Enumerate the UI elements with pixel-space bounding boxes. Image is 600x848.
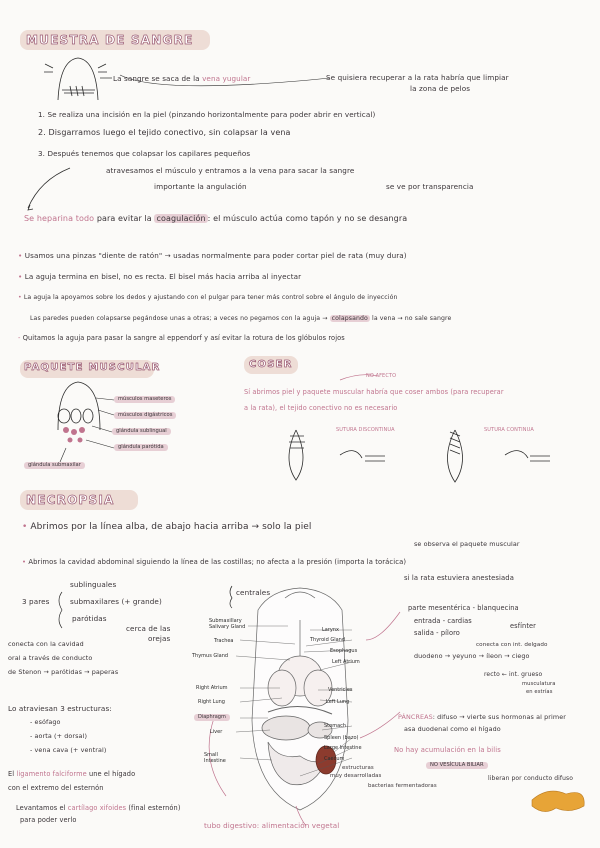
bullet-1-text: Usamos una pinzas "diente de ratón" → usadas normalmente para poder cortar piel de rata (muy dura) [24, 251, 407, 260]
lig-3: con el extremo del esternón [8, 784, 104, 792]
estructura-1: - esófago [30, 718, 61, 726]
desarrolladas: muy desarrolladas [330, 773, 382, 779]
conecta-2: oral a través de conducto [8, 654, 93, 662]
lig-1: El [8, 770, 15, 778]
lig-2: une el hígado [88, 770, 136, 778]
coagulacion: coagulación [156, 214, 206, 223]
diag-submaxillary: Submaxillary Salivary Gland [209, 618, 246, 630]
pares: 3 pares [22, 597, 50, 606]
necropsia-p1b: se observa el paquete muscular [414, 540, 520, 548]
mes-2: entrada - cardias [414, 617, 472, 625]
pancreas-sketch [532, 791, 584, 811]
necropsia-p2: • Abrimos la cavidad abdominal siguiendo la línea de las costillas; no afecta a la presión (importa la torácica) [22, 558, 407, 566]
section-title-paquete: PAQUETE MUSCULAR [24, 362, 161, 373]
bacterias: bacterias fermentadoras [368, 783, 437, 789]
centrales: centrales [236, 588, 271, 597]
heparina-line [24, 214, 407, 223]
label-parotida: glándula parótida [114, 444, 168, 451]
vesicula-note: No hay acumulación en la bilis [394, 746, 501, 754]
liberan: liberan por conducto difuso [488, 775, 574, 782]
estrias: en estrías [526, 689, 553, 695]
cartilago: cartílago xifoides [67, 804, 127, 812]
atraviesan: Lo atraviesan 3 estructuras: [8, 704, 112, 713]
sub-sublinguales: sublinguales [70, 580, 117, 589]
suture-sketch [289, 430, 550, 482]
levantamos-line [16, 804, 181, 813]
musculatura: musculatura [522, 681, 556, 687]
bullet-4: - Quitamos la aguja para pasar la sangre al eppendorf y así evitar la rotura de los glóbulos rojos [18, 334, 345, 342]
label-submaxilar: glándula submaxilar [24, 462, 85, 469]
diag-esophagus: Esophagus [330, 648, 358, 654]
cerca-de: cerca de las [126, 624, 171, 633]
diag-thyroid: Thyroid Gland [310, 637, 346, 643]
sub-submaxilares: submaxilares (+ grande) [70, 597, 162, 606]
step-3: 3. Después tenemos que colapsar los capilares pequeños [38, 149, 251, 158]
diag-larynx: Larynx [322, 627, 339, 633]
step-1: 1. Se realiza una incisión en la piel (pinzando horizontalmente para poder abrir en vertical) [38, 110, 376, 119]
necropsia-p2b: si la rata estuviera anestesiada [404, 574, 514, 582]
step-2: 2. Disgarramos luego el tejido conectivo, sin colapsar la vena [38, 128, 291, 137]
bullet-2-text: La aguja termina en bisel, no es recta. El bisel más hacia arriba al inyectar [24, 272, 302, 281]
estructura-2: - aorta (+ dorsal) [30, 732, 88, 740]
bullet-4-text: Quitamos la aguja para pasar la sangre al eppendorf y así evitar la rotura de los glóbulos rojos [22, 334, 345, 342]
mes-3: salida - píloro [414, 629, 460, 637]
bullet-3b [30, 314, 451, 323]
orejas: orejas [148, 634, 171, 643]
estructura-3: - vena cava (+ ventral) [30, 746, 107, 754]
gland-dots [63, 427, 85, 443]
levant: Levantamos el [16, 804, 66, 812]
pancreas-label: PÁNCREAS [398, 713, 433, 721]
muscle-pack-sketch [58, 382, 100, 430]
arrow-curve [28, 168, 70, 208]
label-maseteros: músculos maseteros [114, 396, 175, 403]
diag-ventricles: Ventricles [328, 687, 353, 693]
pancreas-text: : difuso → vierte sus hormonas al primer [432, 713, 566, 721]
section-title-necropsia: NECROPSIA [26, 493, 115, 507]
ligamento-line [8, 770, 135, 779]
diag-liver: Liver [210, 729, 223, 735]
colapsando: colapsando [331, 315, 368, 322]
levant-3: para poder verlo [20, 816, 77, 824]
bullet-3: • La aguja la apoyamos sobre los dedos y ajustando con el pulgar para tener más control sobre el ángulo de inyección [18, 294, 398, 301]
mes-1: parte mesentérica - blanquecina [408, 604, 519, 612]
sutura-discontinua: SUTURA DISCONTINUA [336, 427, 395, 433]
spleen-note: (bazo) [342, 735, 359, 741]
note-gasa: Se quisiera recuperar a la rata habría que limpiar [326, 73, 509, 82]
label-sublingual: glándula sublingual [112, 428, 171, 435]
sub-parotidas: parótidas [72, 614, 107, 623]
conecta-1: conecta con la cavidad [8, 640, 84, 648]
section-title-muestra: MUESTRA DE SANGRE [26, 33, 194, 47]
bullet-3b-text: Las paredes pueden colapsarse pegándose unas a otras; a veces no pegamos con la aguja → [30, 315, 328, 322]
heparina: Se heparina todo [24, 214, 95, 223]
conecta-3: de Stenon → parótidas → paperas [8, 668, 119, 676]
pancreas-line [398, 713, 566, 722]
esfinter: esfínter [510, 622, 536, 630]
label-digastricos: músculos digástricos [114, 412, 176, 419]
necropsia-p1-text: Abrimos por la línea alba, de abajo hacia arriba → solo la piel [30, 522, 312, 532]
estructuras: estructuras [342, 765, 374, 771]
bullet-1: • Usamos una pinzas "diente de ratón" → usadas normalmente para poder cortar piel de rata (muy dura) [18, 251, 407, 260]
no-afecto: NO AFECTO [366, 373, 397, 379]
conecta-int: conecta con int. delgado [476, 642, 548, 648]
pancreas-text-2: asa duodenal como el hígado [404, 725, 501, 733]
sutura-continua: SUTURA CONTINUA [484, 427, 534, 433]
line-vena-text: La sangre se saca de la [113, 74, 200, 83]
diag-spleen [324, 735, 358, 741]
no-vesicula: NO VESÍCULA BILIAR [426, 762, 488, 769]
diag-stomach: Stomach [324, 723, 347, 729]
diag-thymus: Thymus Gland [192, 653, 229, 659]
step-3b: importante la angulación [154, 182, 247, 191]
diag-caecum: Caecum [324, 756, 345, 762]
diag-diaphragm: Diaphragm [194, 714, 230, 721]
step-3c: se ve por transparencia [386, 182, 474, 191]
coser-text-1: Sí abrimos piel y paquete muscular habría que coser ambos (para recuperar [244, 388, 504, 396]
heparina-end: : el músculo actúa como tapón y no se desangra [207, 214, 408, 223]
vena-yugular: vena yugular [202, 74, 251, 83]
levant-2: (final esternón) [128, 804, 181, 812]
necropsia-p2-text: Abrimos la cavidad abdominal siguiendo la línea de las costillas; no afecta a la presión (importa la torácica) [28, 558, 407, 566]
line-vena [113, 74, 250, 83]
section-title-coser: COSER [249, 359, 293, 370]
diag-large-intestine: Large Intestine [324, 745, 362, 751]
rat-neck-sketch [44, 58, 107, 100]
necropsia-p1: • Abrimos por la línea alba, de abajo hacia arriba → solo la piel [22, 522, 312, 532]
diag-right-atrium: Right Atrium [196, 685, 228, 691]
coser-text-2: a la rata), el tejido conectivo no es necesario [244, 404, 398, 412]
diag-trachea: Trachea [214, 638, 234, 644]
tubo-digestivo: tubo digestivo: alimentación vegetal [204, 821, 340, 830]
recto: recto ← int. grueso [484, 671, 543, 678]
note-gasa-2: la zona de pelos [410, 84, 471, 93]
bullet-2: • La aguja termina en bisel, no es recta. El bisel más hacia arriba al inyectar [18, 272, 302, 281]
bullet-3c-text: la vena → no sale sangre [372, 315, 452, 322]
diag-left-atrium: Left Atrium [332, 659, 360, 665]
heparina-rest: para evitar la [96, 214, 152, 223]
diag-right-lung: Right Lung [198, 699, 225, 705]
bullet-3-text: La aguja la apoyamos sobre los dedos y ajustando con el pulgar para tener más control sobre el ángulo de inyección [23, 294, 398, 301]
diag-spleen-text: Spleen [324, 735, 342, 741]
diag-left-lung: Left Lung [326, 699, 350, 705]
ligamento: ligamento falciforme [16, 770, 87, 778]
diag-small-intestine: Small Intestine [204, 752, 226, 764]
step-3a: atravesamos el músculo y entramos a la vena para sacar la sangre [106, 166, 355, 175]
duodeno: duodeno → yeyuno → íleon → ciego [414, 652, 530, 660]
